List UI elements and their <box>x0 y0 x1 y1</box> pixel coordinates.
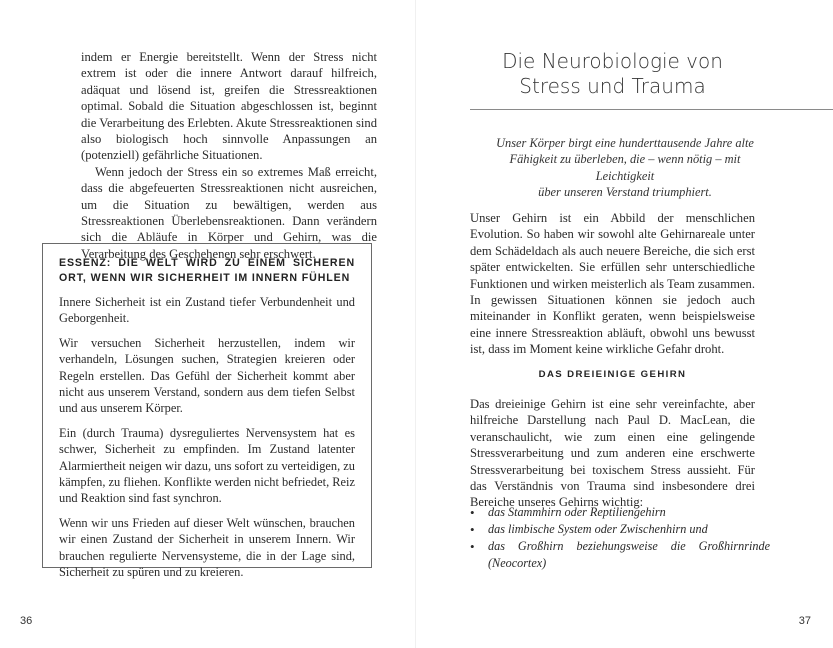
box-paragraph: Wenn wir uns Frieden auf dieser Welt wünschen, brauchen wir einen Zustand der Sicherheit in unserem Innern. Wir brauchen regulierte Nervensysteme, die in der Lage sind, Sicherheit zu spüren und zu kreieren. <box>59 515 355 580</box>
epigraph <box>480 135 770 201</box>
epigraph-line: über unseren Verstand triumphiert. <box>538 185 712 200</box>
chapter-title-line: Die Neurobiologie von <box>502 49 723 73</box>
essenz-box <box>42 243 372 580</box>
page-number-right: 37 <box>798 615 811 627</box>
essenz-box-title: ESSENZ: DIE WELT WIRD ZU EINEM SICHEREN ORT, WENN WIR SICHERHEIT IM INNERN FÜHLEN <box>59 257 355 284</box>
title-rule <box>470 109 833 110</box>
paragraph: Unser Gehirn ist ein Abbild der menschlichen Evolution. So haben wir sowohl alte Gehirnareale unter dem Schädeldach als auch neuere Bereiche, die sich erst später entwickelten. Sie erfüllen sehr unterschiedliche Funktionen und wirken meisterlich als Team zusammen. In gewissen Situationen können sie jedoch auch miteinander in Konflikt geraten, wenn beispielsweise eine innere Stressreaktion abläuft, obwohl uns bewusst ist, dass im Moment keine wirkliche Gefahr droht. <box>470 211 755 357</box>
epigraph-line: Unser Körper birgt eine hunderttausende Jahre alte <box>496 136 754 150</box>
page-number-left: 36 <box>20 615 33 627</box>
box-paragraph: Wir versuchen Sicherheit herzustellen, indem wir verhandeln, Lösungen suchen, Strategien kreieren oder Regeln erstellen. Das Gefühl der Sicherheit kommt aber nicht aus unserem Verstand, sondern aus dem tiefen Selbst und aus unserem Körper. <box>59 335 355 416</box>
paragraph: indem er Energie bereitstellt. Wenn der Stress nicht extrem ist oder die innere Antwort darauf hilfreich, adäquat und lösend ist, greifen die Stressreaktionen optimal. Sobald die Situation abgeschlossen ist, beginnt die Verarbeitung des Erlebten. Akute Stressreaktionen sind also biologisch hoch sinnvolle Anpassungen an (potenziell) gefährliche Situationen. <box>81 50 377 163</box>
section-heading: DAS DREIEINIGE GEHIRN <box>538 369 687 380</box>
epigraph-line: Fähigkeit zu überleben, die – wenn nötig – mit Leichtigkeit <box>509 152 741 183</box>
left-page <box>0 0 416 648</box>
list-item: • das Stammhirn oder Reptiliengehirn <box>470 504 770 521</box>
list-item: • das Großhirn beziehungsweise die Großhirnrinde (Neocortex) <box>470 538 770 572</box>
left-intro-text <box>81 49 377 262</box>
chapter-title <box>470 49 755 99</box>
brain-areas-list <box>470 504 770 572</box>
box-paragraph: Innere Sicherheit ist ein Zustand tiefer Verbundenheit und Geborgenheit. <box>59 295 355 326</box>
paragraph: Das dreieinige Gehirn ist eine sehr vereinfachte, aber hilfreiche Darstellung nach Paul D. MacLean, die veranschaulicht, wie zum einen eine gelingende Stressverarbeitung und zum anderen eine erschwerte Stressverarbeitung bei toxischem Stress aussieht. Für das Verständnis von Trauma sind insbesondere drei Bereiche unseres Gehirns wichtig: <box>470 397 755 510</box>
chapter-title-line: Stress und Trauma <box>519 74 706 98</box>
section-body-text <box>470 396 755 511</box>
right-intro-text <box>470 210 755 358</box>
list-item: • das limbische System oder Zwischenhirn und <box>470 521 770 538</box>
paragraph: Wenn jedoch der Stress ein so extremes Maß erreicht, dass die abgefeuerten Stressreaktionen nicht ausreichen, um die Situation zu bewältigen, werden aus Stressreaktionen Überlebensreaktionen. Dann verändern sich die Abläufe in Körper und Gehirn, was die Verarbeitung des Geschehenen sehr erschwert. <box>81 164 377 261</box>
box-paragraph: Ein (durch Trauma) dysreguliertes Nervensystem hat es schwer, Sicherheit zu empfinden. Im Zustand latenter Alarmiertheit neigen wir dazu, uns sofort zu verteidigen, zu kämpfen, zu fliehen. Konflikte werden nicht befriedet, Reiz und Reaktion sind fast synchron. <box>59 425 355 506</box>
